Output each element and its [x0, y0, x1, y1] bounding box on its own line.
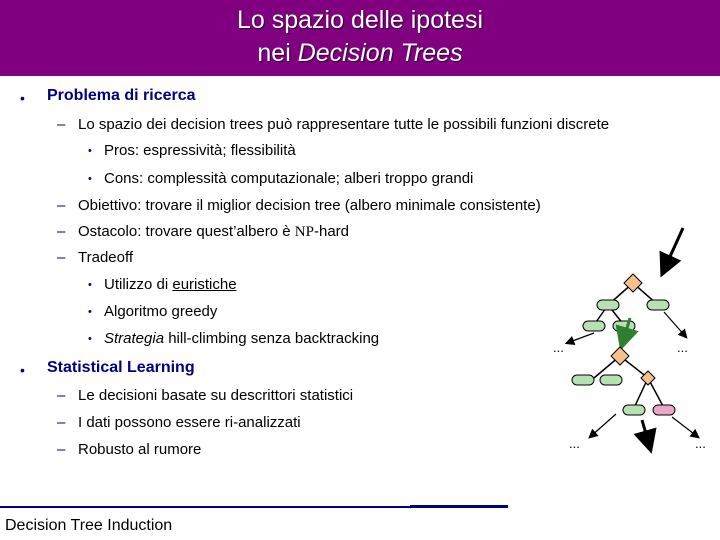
bullet-statistical: •	[20, 362, 25, 378]
ellipsis-2: ...	[677, 340, 688, 355]
footer-title: Decision Tree Induction	[5, 517, 173, 534]
tree-1-node	[597, 300, 619, 310]
utilizzo-text: Utilizzo di	[104, 276, 173, 293]
dash-obiettivo: –	[57, 197, 66, 214]
heading-statistical: Statistical Learning	[47, 359, 195, 376]
tree-2-leaf	[623, 405, 645, 415]
strategia-emphasis: Strategia	[104, 330, 165, 347]
tree-1-leaf	[583, 321, 605, 331]
item-spazio: Lo spazio dei decision trees può rappresentare tutte le possibili funzioni discrete	[78, 116, 610, 133]
item-decisioni: Le decisioni basate su descrittori statistici	[78, 387, 354, 404]
title-prefix: nei	[257, 39, 298, 67]
item-obiettivo: Obiettivo: trovare il miglior decision tree (albero minimale consistente)	[78, 197, 541, 214]
euristiche-link[interactable]: euristiche	[172, 276, 237, 293]
arrow-center-2	[642, 420, 650, 448]
item-robusto: Robusto al rumore	[78, 441, 202, 458]
np-symbol: NP	[294, 224, 314, 240]
ellipsis-3: ...	[569, 436, 580, 451]
dot-algoritmo: •	[88, 306, 92, 318]
arrow-right-1	[664, 312, 686, 337]
ostacolo-suffix: -hard	[313, 223, 350, 240]
tree-2-inner	[641, 371, 655, 385]
dash-decisioni: –	[57, 387, 66, 404]
tree-1-node	[647, 300, 669, 310]
arrow-right-2	[672, 417, 698, 437]
dot-pros: •	[88, 145, 92, 157]
dash-robusto: –	[57, 441, 66, 458]
dash-spazio: –	[57, 116, 66, 133]
arrow-left-1	[567, 333, 594, 343]
dash-tradeoff: –	[57, 249, 66, 266]
heading-problema: Problema di ricerca	[47, 87, 196, 104]
ostacolo-text: Ostacolo: trovare quest’albero è	[78, 223, 295, 240]
page-title-line1: Lo spazio delle ipotesi	[237, 6, 483, 34]
dot-utilizzo: •	[88, 279, 92, 291]
bullet-problema: •	[20, 90, 25, 106]
tree-1	[583, 274, 669, 331]
dot-cons: •	[88, 173, 92, 185]
tree-2-node	[572, 375, 594, 385]
dash-dati: –	[57, 414, 66, 431]
tree-2-node	[600, 375, 622, 385]
strategia-text: hill-climbing senza backtracking	[164, 330, 380, 347]
footer-rule-accent	[410, 505, 508, 508]
item-algoritmo: Algoritmo greedy	[104, 303, 218, 320]
dot-strategia: •	[88, 333, 92, 345]
item-pros: Pros: espressività; flessibilità	[104, 142, 296, 159]
search-arrow-top	[663, 228, 683, 272]
item-cons: Cons: complessità computazionale; alberi troppo grandi	[104, 170, 474, 187]
dash-ostacolo: –	[57, 223, 66, 240]
title-emphasis: Decision Trees	[297, 39, 463, 67]
tree-1-leaf	[613, 321, 635, 331]
tree-2-leaf-pink	[653, 405, 675, 415]
tree-2	[572, 347, 675, 415]
ellipsis-4: ...	[695, 436, 706, 451]
item-tradeoff: Tradeoff	[78, 249, 134, 266]
arrow-left-2	[590, 414, 616, 437]
item-dati: I dati possono essere ri-analizzati	[78, 414, 301, 431]
footer-rule	[0, 506, 410, 508]
ellipsis-1: ...	[553, 340, 564, 355]
